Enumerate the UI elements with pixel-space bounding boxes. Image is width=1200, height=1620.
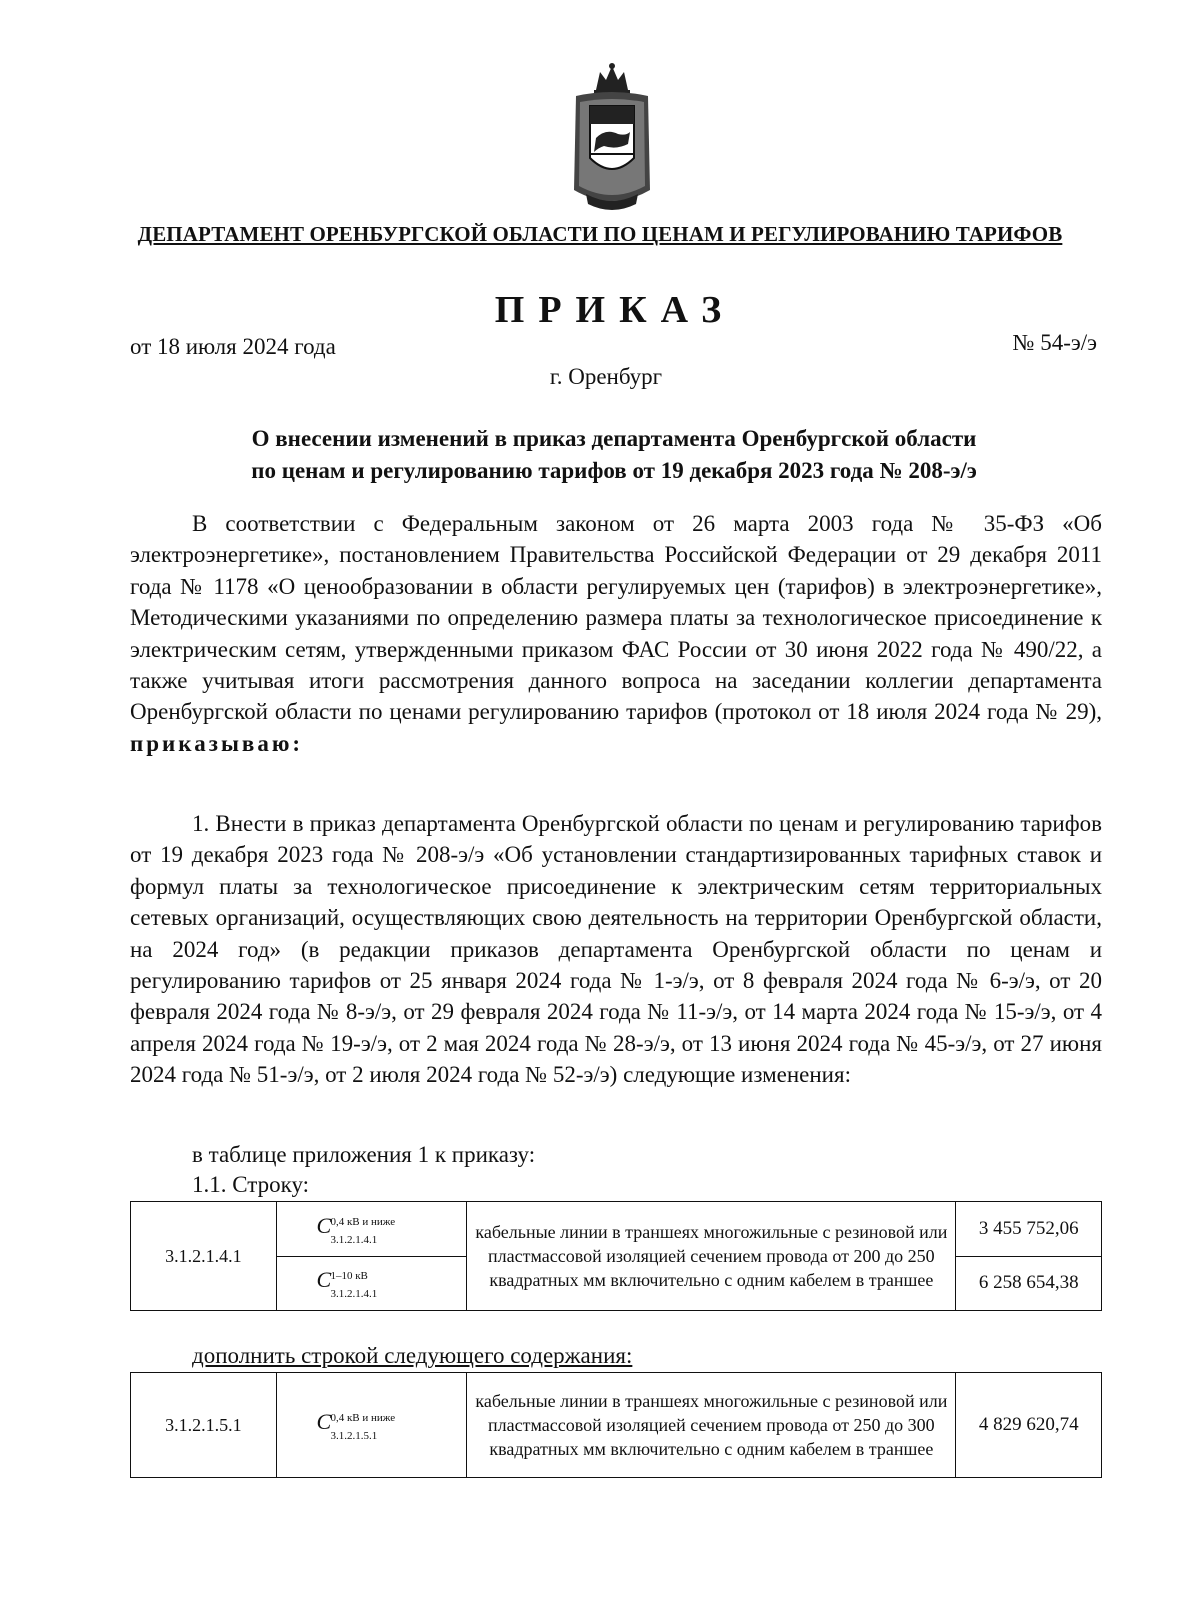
table-row [131,1373,1102,1478]
rate-value: 3 455 752,06 [956,1202,1102,1257]
table-row [131,1202,1102,1257]
rate-symbol [316,1267,426,1301]
row-description: кабельные линии в траншеях многожильные с резиновой или пластмассовой изоляцией сечением провода от 200 до 250 квадратных мм включительно с одним кабелем в траншее [467,1202,956,1311]
item-1-paragraph: 1. Внести в приказ департамента Оренбургской области по ценам и регулированию тарифов от 19 декабря 2023 года № 208-э/э «Об установлении стандартизированных тарифных ставок и формул платы за технологическое присоединение к электрическим сетям территориальных сетевых организаций, осуществляющих свою деятельность на территории Оренбургской области, на 2024 год» (в редакции приказов департамента Оренбургской области по ценам и регулированию тарифов от 25 января 2024 года № 1-э/э, от 8 февраля 2024 года № 6-э/э, от 20 февраля 2024 года № 8-э/э, от 29 февраля 2024 года № 11-э/э, от 14 марта 2024 года № 15-э/э, от 4 апреля 2024 года № 19-э/э, от 2 мая 2024 года № 28-э/э, от 13 июня 2024 года № 45-э/э, от 27 июня 2024 года № 51-э/э, от 2 июля 2024 года № 52-э/э) следующие изменения: [130,811,1102,1088]
row-code: 3.1.2.1.5.1 [131,1373,277,1478]
preamble-paragraph [130,508,1102,759]
rate-value: 4 829 620,74 [956,1373,1102,1478]
preamble-text: В соответствии с Федеральным законом от 26 марта 2003 года № 35-ФЗ «Об электроэнергетике», постановлением Правительства Российской Федерации от 29 декабря 2011 года № 1178 «О ценообразовании в области регулируемых цен (тарифов) в электроэнергетике», Методическими указаниями по определению размера платы за технологическое присоединение к электрическим сетям, утвержденными приказом ФАС России от 30 июня 2022 года № 490/22, а также учитывая итоги рассмотрения данного вопроса на заседании коллегии департамента Оренбургской области по ценами регулированию тарифов (протокол от 18 июля 2024 года № 29), [130,511,1102,725]
rate-symbol-cell [276,1373,467,1478]
symbol-subscript: 3.1.2.1.4.1 [330,1288,378,1301]
symbol-letter: C [316,1409,332,1434]
document-subject [130,423,1098,487]
subject-line: по ценам и регулированию тарифов от 19 декабря 2023 года № 208-э/э [251,458,977,483]
order-word: приказываю: [130,730,304,756]
document-date: от 18 июля 2024 года [130,334,336,359]
rate-symbol-cell [276,1256,467,1311]
symbol-subscript: 3.1.2.1.4.1 [330,1233,378,1246]
symbol-letter: C [316,1212,332,1238]
table-reference: в таблице приложения 1 к приказу: [192,1142,536,1167]
rate-symbol [316,1410,426,1440]
department-name: ДЕПАРТАМЕНТ ОРЕНБУРГСКОЙ ОБЛАСТИ ПО ЦЕНАМ И РЕГУЛИРОВАНИЮ ТАРИФОВ [137,222,1063,246]
rate-value: 6 258 654,38 [956,1256,1102,1311]
symbol-superscript: 0,4 кВ и ниже [330,1412,396,1424]
symbol-letter: C [316,1267,332,1293]
symbol-subscript: 3.1.2.1.5.1 [330,1430,378,1442]
coat-of-arms-icon [566,62,658,214]
rate-symbol [316,1214,426,1244]
subject-line: О внесении изменений в приказ департамента Оренбургской области [251,426,977,451]
document-city: г. Оренбург [549,364,663,389]
add-row-label: дополнить строкой следующего содержания: [192,1343,633,1368]
symbol-superscript: 1–10 кВ [330,1270,368,1283]
tariff-table-existing [130,1201,1102,1311]
rate-symbol-cell [276,1202,467,1257]
symbol-superscript: 0,4 кВ и ниже [330,1215,396,1228]
row-label: 1.1. Строку: [192,1172,310,1197]
tariff-table-new [130,1372,1102,1478]
document-number: № 54-э/э [1012,330,1097,355]
row-description: кабельные линии в траншеях многожильные с резиновой или пластмассовой изоляцией сечением провода от 250 до 300 квадратных мм включительно с одним кабелем в траншее [467,1373,956,1478]
row-code: 3.1.2.1.4.1 [131,1202,277,1311]
document-type: ПРИКАЗ [494,289,736,331]
